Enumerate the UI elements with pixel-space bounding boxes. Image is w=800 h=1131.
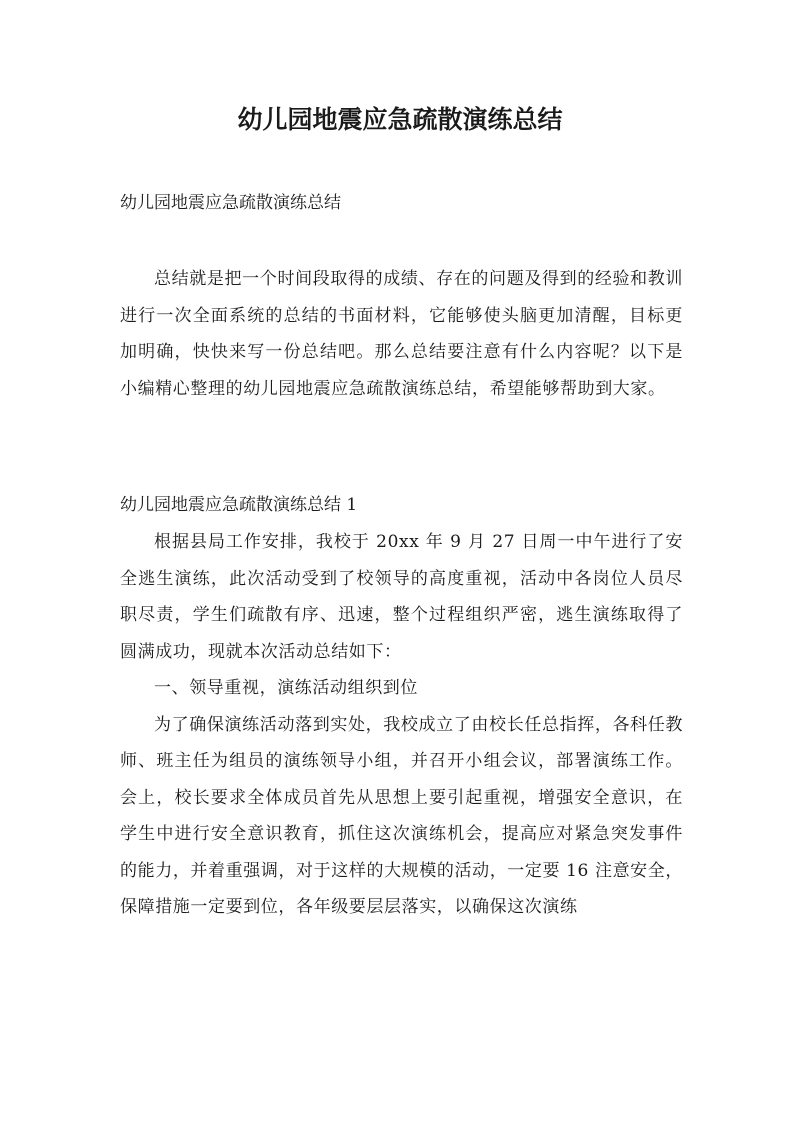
- subsection-heading: 一、领导重视，演练活动组织到位: [154, 678, 418, 698]
- body-paragraph: 为了确保演练活动落到实处，我校成立了由校长任总指挥，各科任教师、班主任为组员的演练领导小组，并召开小组会议，部署演练工作。会上，校长要求全体成员首先从思想上要引起重视，增强安全意识，在学生中进行安全意识教育，抓住这次演练机会，提高应对紧急突发事件的能力，并着重强调，对于这样的大规模的活动，一定要 16 注意安全，保障措施一定要到位，各年级要层层落实，以确保这次演练: [120, 714, 683, 917]
- intro-paragraph: 总结就是把一个时间段取得的成绩、存在的问题及得到的经验和教训进行一次全面系统的总结的书面材料，它能够使头脑更加清醒，目标更加明确，快快来写一份总结吧。那么总结要注意有什么内容呢？以下是小编精心整理的幼儿园地震应急疏散演练总结，希望能够帮助到大家。: [120, 269, 683, 399]
- document-title: 幼儿园地震应急疏散演练总结: [237, 105, 563, 134]
- body-text: [120, 524, 683, 926]
- body-paragraph: 根据县局工作安排，我校于 20xx 年 9 月 27 日周一中午进行了安全逃生演练，此次活动受到了校领导的高度重视，活动中各岗位人员尽职尽责，学生们疏散有序、迅速，整个过程组织严密，逃生演练取得了圆满成功，现就本次活动总结如下：: [120, 532, 683, 662]
- document-subtitle: 幼儿园地震应急疏散演练总结: [120, 193, 341, 213]
- section-heading: 幼儿园地震应急疏散演练总结 1: [120, 495, 358, 515]
